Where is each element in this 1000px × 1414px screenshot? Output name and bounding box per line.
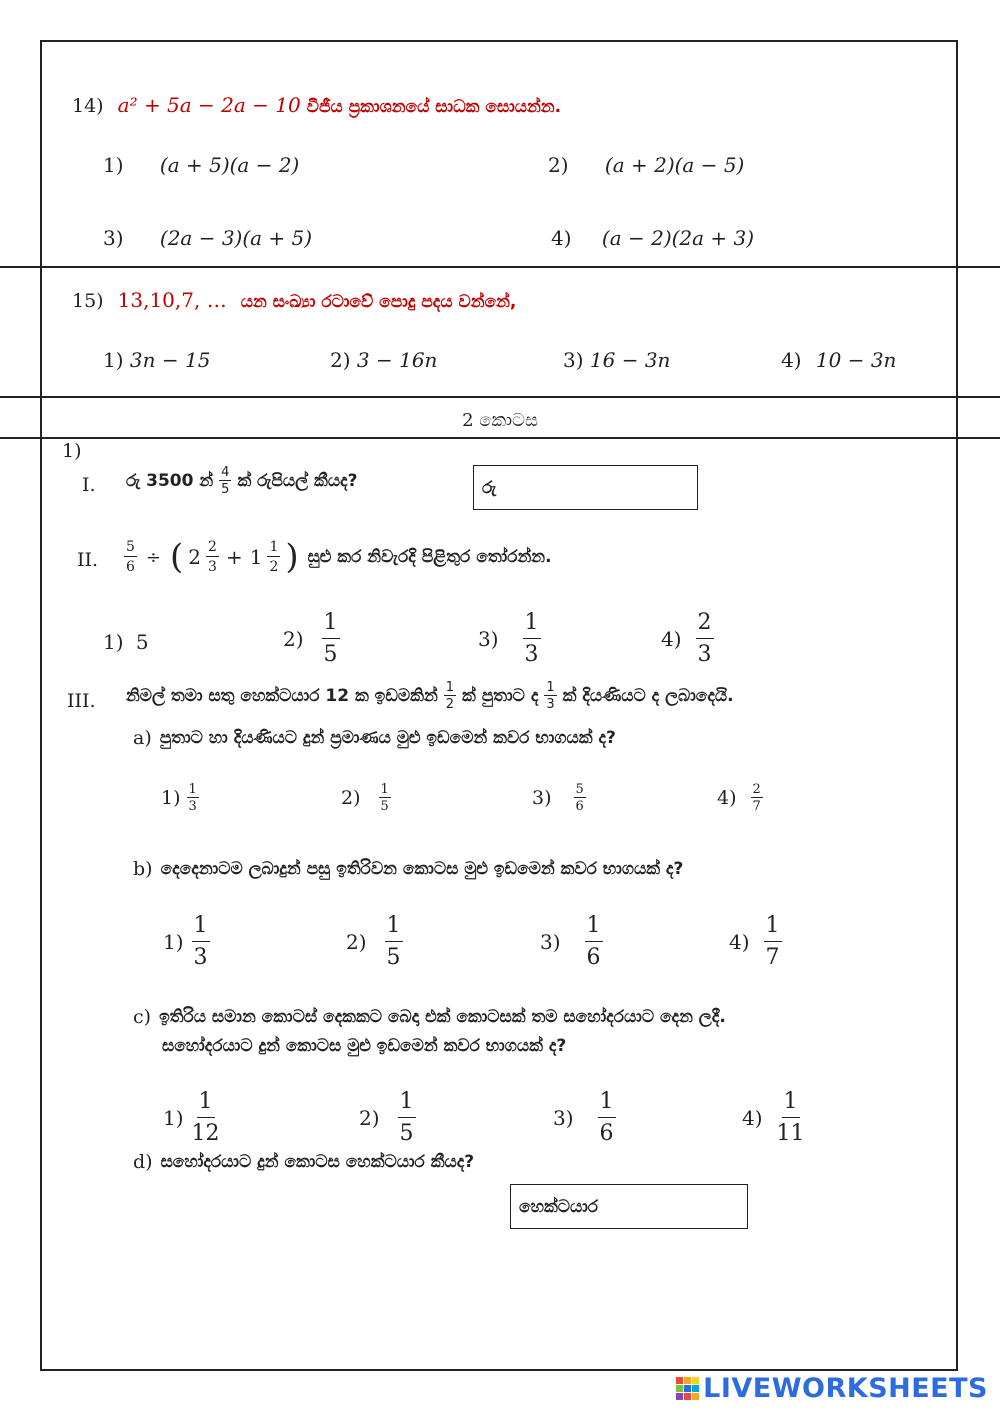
fraction (385, 915, 403, 969)
II-option-4[interactable] (661, 612, 714, 666)
III-a-option-1[interactable] (161, 783, 199, 813)
divider-q14-q15 (0, 266, 1000, 268)
option-text: 16 − 3n (589, 348, 671, 372)
q14-option-4[interactable] (551, 226, 754, 250)
q14-expression: a² + 5a − 2a − 10 (117, 93, 301, 117)
part1-number: 1) (62, 440, 82, 462)
fraction-denominator: 11 (776, 1121, 805, 1146)
q15-instruction: යන සංඛ්‍යා රටාවේ පොදු පදය වන්නේ, (240, 292, 517, 312)
III-c-question-line2: සහෝදරයාට දුන් කොටස මුළු ඉඩමෙන් කවර භාගයක් ද? (162, 1036, 567, 1056)
fraction (696, 612, 714, 666)
option-label: 3) (540, 930, 561, 954)
fraction (187, 783, 199, 813)
fraction-denominator: 5 (380, 799, 389, 814)
option-label: 3) (103, 226, 124, 250)
fraction-denominator: 2 (269, 559, 279, 575)
answer-box-d[interactable] (510, 1184, 748, 1229)
III-c-option-4[interactable] (742, 1091, 805, 1145)
fraction-denominator: 5 (221, 482, 230, 497)
option-label: 2) (548, 153, 569, 177)
fraction-denominator: 6 (575, 799, 584, 814)
III-a-option-4[interactable] (717, 783, 763, 813)
fraction-numerator: 1 (764, 915, 782, 942)
question-I-text-after: ක් රුපියල් කීයද? (237, 471, 358, 491)
option-value: 5 (135, 630, 149, 654)
sub-question-text: දෙදෙනාටම ලබාදුන් පසු ඉතිරිවන කොටස මුළු ඉඩමෙන් කවර භාගයක් ද? (160, 859, 684, 879)
fraction-numerator: 2 (752, 782, 761, 797)
sub-question-text: පුතාට හා දියණියට දුන් ප්‍රමාණය මුළු ඉඩමෙන් කවර භාගයක් ද? (159, 728, 616, 748)
sub-label: c) (133, 1006, 152, 1028)
fraction-numerator: 2 (696, 612, 714, 639)
option-text: (a + 5)(a − 2) (159, 153, 300, 177)
fraction (206, 540, 219, 574)
fraction (379, 783, 391, 813)
fraction-numerator: 1 (445, 680, 455, 695)
III-c-question-line1 (133, 1006, 726, 1028)
question-III-text (126, 681, 734, 711)
q15-sequence: 13,10,7, … (117, 288, 227, 312)
fraction-denominator: 12 (191, 1121, 220, 1146)
II-option-1[interactable] (103, 630, 149, 654)
fraction (322, 612, 340, 666)
option-label: 1) (163, 1106, 184, 1130)
II-option-2[interactable] (283, 612, 340, 666)
fraction-denominator: 3 (193, 945, 208, 970)
answer-prefix: රු (482, 477, 497, 498)
option-label: 2) (359, 1106, 380, 1130)
liveworksheets-logo[interactable] (676, 1373, 988, 1404)
divider-q15-section (0, 396, 1000, 398)
fraction-denominator: 5 (399, 1121, 414, 1146)
option-label: 3) (532, 787, 552, 809)
fraction-numerator: 4 (221, 465, 230, 480)
q14-option-2[interactable] (548, 153, 744, 177)
sub-label: d) (133, 1151, 153, 1173)
option-text: (a − 2)(2a + 3) (601, 226, 755, 250)
fraction (444, 681, 456, 711)
fraction-numerator: 1 (398, 1091, 416, 1118)
III-c-option-3[interactable] (553, 1091, 616, 1145)
fraction-denominator: 7 (765, 945, 780, 970)
fraction-denominator: 3 (208, 559, 217, 575)
III-b-option-2[interactable] (346, 915, 403, 969)
sub-question-text: ඉතිරිය සමාන කොටස් දෙකකට බෙදා එක් කොටසක් තම සහෝදරයාට දෙන ලදී. (159, 1007, 726, 1027)
fraction (751, 783, 763, 813)
question-III-text-3: ක් දියණියට ද ලබාදෙයි. (562, 686, 734, 706)
option-label: 4) (551, 226, 572, 250)
option-label: 1) (103, 630, 124, 654)
fraction (574, 783, 586, 813)
option-label: 1) (163, 930, 184, 954)
question-I-label: I. (82, 474, 96, 496)
question-II-label: II. (77, 549, 99, 571)
fraction-denominator: 7 (752, 799, 761, 814)
fraction-denominator: 6 (126, 559, 135, 575)
q14-header (72, 93, 561, 117)
option-label: 2) (330, 348, 351, 372)
fraction (192, 1091, 220, 1145)
question-I-text (126, 466, 357, 496)
whole-number: 2 (188, 545, 202, 569)
fraction-numerator: 1 (269, 539, 279, 555)
question-III-text-1: නිමල් තමා සතු හෙක්ටයාර 12 ක ඉඩමකින් (126, 686, 438, 706)
fraction-denominator: 5 (386, 945, 401, 970)
fraction-denominator: 2 (445, 697, 455, 712)
fraction-numerator: 1 (380, 782, 389, 797)
question-III-text-2: ක් පුතාට ද (462, 686, 539, 706)
q14-number: 14) (72, 95, 104, 117)
III-a-question (133, 727, 616, 749)
fraction (398, 1091, 416, 1145)
fraction (544, 681, 556, 711)
III-b-option-1[interactable] (163, 915, 210, 969)
fraction-denominator: 3 (697, 642, 712, 667)
fraction-denominator: 3 (188, 799, 197, 814)
fraction (598, 1091, 616, 1145)
fraction-numerator: 1 (523, 612, 541, 639)
fraction-numerator: 1 (322, 612, 340, 639)
fraction (219, 466, 231, 496)
option-label: 4) (729, 930, 750, 954)
fraction-denominator: 5 (323, 642, 338, 667)
option-label: 1) (103, 348, 124, 372)
fraction-denominator: 3 (546, 697, 555, 712)
fraction-numerator: 1 (188, 782, 197, 797)
option-text: 10 − 3n (815, 348, 897, 372)
III-a-option-2[interactable] (341, 783, 391, 813)
fraction (267, 540, 280, 574)
option-text: 3 − 16n (356, 348, 438, 372)
III-d-question (133, 1151, 474, 1173)
fraction-numerator: 1 (197, 1091, 215, 1118)
fraction-denominator: 3 (524, 642, 539, 667)
q14-option-1[interactable] (103, 153, 299, 177)
option-label: 4) (781, 348, 802, 372)
option-label: 1) (103, 153, 124, 177)
option-label: 3) (563, 348, 584, 372)
divider-section-title (0, 437, 1000, 439)
q15-header (72, 288, 516, 312)
sub-label: b) (133, 858, 153, 880)
logo-text: LIVEWORKSHEETS (703, 1373, 988, 1404)
III-b-option-3[interactable] (540, 915, 603, 969)
option-text: (a + 2)(a − 5) (604, 153, 745, 177)
option-label: 3) (553, 1106, 574, 1130)
option-text: 3n − 15 (129, 348, 211, 372)
q15-number: 15) (72, 290, 104, 312)
answer-prefix: හෙක්ටයාර (519, 1196, 599, 1217)
III-c-option-1[interactable] (163, 1091, 220, 1145)
II-option-3[interactable] (478, 612, 541, 666)
q15-option-4[interactable] (781, 348, 896, 372)
divide-sign: ÷ (145, 546, 162, 568)
q15-option-2[interactable] (330, 348, 437, 372)
option-label: 2) (283, 627, 304, 651)
option-label: 4) (742, 1106, 763, 1130)
option-label: 3) (478, 627, 499, 651)
option-label: 4) (661, 627, 682, 651)
fraction (124, 540, 137, 574)
plus-sign: + (225, 545, 243, 569)
fraction-numerator: 1 (782, 1091, 800, 1118)
fraction-numerator: 5 (126, 539, 135, 555)
III-b-option-4[interactable] (729, 915, 782, 969)
q15-option-1[interactable] (103, 348, 210, 372)
question-III-label: III. (67, 690, 96, 712)
option-label: 2) (346, 930, 367, 954)
option-label: 2) (341, 787, 361, 809)
fraction-numerator: 1 (385, 915, 403, 942)
fraction-numerator: 1 (585, 915, 603, 942)
q14-instruction: වීජීය ප්‍රකාශනයේ සාධක සොයන්න. (306, 97, 562, 117)
option-text: (2a − 3)(a + 5) (159, 226, 313, 250)
fraction-numerator: 2 (208, 539, 217, 555)
fraction-numerator: 5 (575, 782, 584, 797)
fraction-numerator: 1 (598, 1091, 616, 1118)
option-label: 1) (161, 787, 181, 809)
section-title: 2 කොටස (462, 410, 538, 431)
III-b-question (133, 858, 683, 880)
fraction (523, 612, 541, 666)
sub-label: a) (133, 727, 152, 749)
fraction-numerator: 1 (546, 680, 555, 695)
III-c-option-2[interactable] (359, 1091, 416, 1145)
fraction-numerator: 1 (192, 915, 210, 942)
III-a-option-3[interactable] (532, 783, 586, 813)
whole-number: 1 (249, 545, 263, 569)
question-II-expression (124, 537, 552, 577)
left-paren: ( (170, 537, 184, 577)
fraction (192, 915, 210, 969)
question-II-instruction: සුළු කර නිවැරදි පිළිතුර තෝරන්න. (307, 547, 552, 567)
answer-box-I[interactable] (473, 465, 698, 510)
sub-question-text: සහෝදරයාට දුන් කොටස හෙක්ටයාර කීයද? (160, 1152, 475, 1172)
right-paren: ) (285, 537, 299, 577)
fraction (777, 1091, 805, 1145)
q15-option-3[interactable] (563, 348, 670, 372)
logo-grid-icon (676, 1377, 699, 1400)
fraction (585, 915, 603, 969)
q14-option-3[interactable] (103, 226, 312, 250)
option-label: 4) (717, 787, 737, 809)
fraction (764, 915, 782, 969)
fraction-denominator: 6 (586, 945, 601, 970)
question-I-text-before: රු 3500 න් (126, 471, 214, 491)
fraction-denominator: 6 (599, 1121, 614, 1146)
